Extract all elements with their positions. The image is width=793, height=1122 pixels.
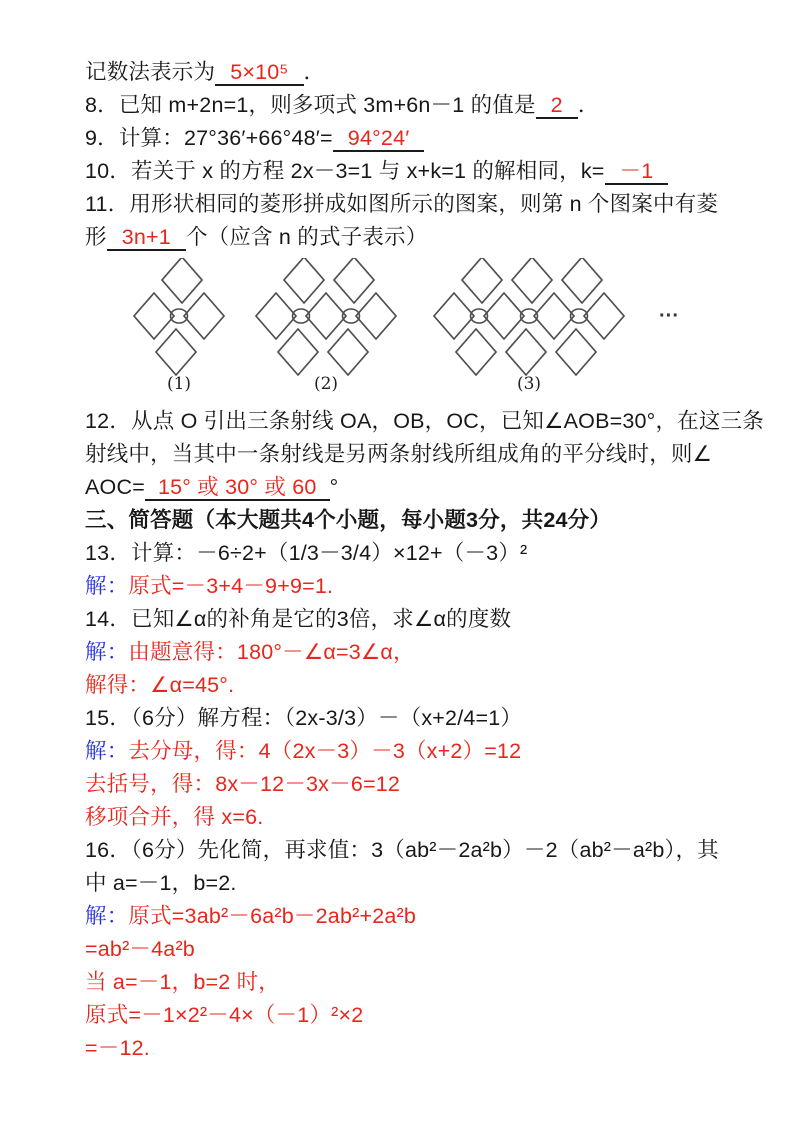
question-14-line: 14．已知∠α的补角是它的3倍，求∠α的度数 <box>85 607 512 631</box>
q14-solution-text-2: 解得：∠α=45°. <box>85 673 235 697</box>
q8-tail-text: ． <box>577 93 600 117</box>
rhombus-shape <box>484 293 524 339</box>
question-7-answer-line <box>85 56 743 89</box>
rhombus-shape <box>256 293 296 339</box>
question-12-line-3 <box>85 471 743 504</box>
rhombus-shape <box>278 329 318 375</box>
question-16-line-1: 16．（6分）先化简，再求值：3（ab²－2a²b）－2（ab²－a²b），其 <box>85 838 719 862</box>
q15-solution-text-2: 去括号，得：8x－12－3x－6=12 <box>85 772 401 796</box>
q9-answer-blank: 94°24′ <box>333 126 425 152</box>
rhombus-shape <box>134 293 174 339</box>
rhombus-shape <box>556 329 596 375</box>
rhombus-shape <box>434 293 474 339</box>
q14-solution-label: 解： <box>85 640 129 664</box>
question-15-solution-line-1 <box>85 735 743 768</box>
question-15-solution-line-2 <box>85 768 743 801</box>
rhombus-figure-svg <box>101 258 693 394</box>
figure-ellipsis: ··· <box>659 305 679 327</box>
rhombus-shape <box>328 329 368 375</box>
q7-pre-text: 记数法表示为 <box>85 60 216 84</box>
rhombus-shape <box>456 329 496 375</box>
q11-answer-blank: 3n+1 <box>107 225 186 251</box>
question-12-line-1: 12．从点 O 引出三条射线 OA，OB，OC，已知∠AOB=30°，在这三条 <box>85 409 764 433</box>
q16-solution-text-3: 当 a=－1，b=2 时， <box>85 970 280 994</box>
rhombus-shape <box>284 258 324 303</box>
question-11-line-1: 11．用形状相同的菱形拼成如图所示的图案，则第 n 个图案中有菱 <box>85 192 719 216</box>
q12-tail-text: ° <box>329 475 339 499</box>
rhombus-shape <box>356 293 396 339</box>
q11-tail-text: 个（应含 n 的式子表示） <box>185 225 428 249</box>
q12-pre-text: AOC= <box>85 475 145 499</box>
q13-solution-label: 解： <box>85 574 129 598</box>
q9-pre-text: 9．计算：27°36′+66°48′= <box>85 126 333 150</box>
figure-index-label: (2) <box>313 374 339 394</box>
q10-answer-blank: －1 <box>605 159 669 185</box>
question-16-solution-line-2 <box>85 933 743 966</box>
q8-pre-text: 8．已知 m+2n=1，则多项式 3m+6n－1 的值是 <box>85 93 536 117</box>
rhombus-pattern-figure <box>101 258 743 399</box>
section-3-title: 三、简答题（本大题共4个小题，每小题3分，共24分） <box>85 508 612 532</box>
q16-solution-text-2: =ab²－4a²b <box>85 937 195 961</box>
q8-answer-blank: 2 <box>536 93 578 119</box>
rhombus-shape <box>506 329 546 375</box>
q15-solution-label: 解： <box>85 739 129 763</box>
rhombus-shape <box>162 258 202 303</box>
question-15-line: 15．（6分）解方程：（2x-3/3）－（x+2/4=1） <box>85 706 523 730</box>
q15-solution-text-1: 去分母，得：4（2x－3）－3（x+2）=12 <box>128 739 522 763</box>
question-16-solution-line-3 <box>85 966 743 999</box>
question-12-line-2: 射线中，当其中一条射线是另两条射线所组成角的平分线时，则∠ <box>85 442 713 466</box>
rhombus-shape <box>334 258 374 303</box>
question-16-solution-line-4 <box>85 999 743 1032</box>
q14-solution-text-1: 由题意得：180°－∠α=3∠α， <box>128 640 415 664</box>
rhombus-shape <box>462 258 502 303</box>
rhombus-shape <box>306 293 346 339</box>
rhombus-shape <box>584 293 624 339</box>
q16-solution-text-4: 原式=－1×2²－4×（－1）²×2 <box>85 1003 364 1027</box>
figure-index-label: (1) <box>166 374 192 394</box>
question-15-solution-line-3 <box>85 801 743 834</box>
rhombus-shape <box>534 293 574 339</box>
figure-index-label: (3) <box>516 374 542 394</box>
q7-answer-blank: 5×10⁵ <box>215 60 303 86</box>
q10-pre-text: 10．若关于 x 的方程 2x－3=1 与 x+k=1 的解相同，k= <box>85 159 605 183</box>
question-8-line <box>85 89 743 122</box>
question-14-solution-line-1 <box>85 636 743 669</box>
question-9-line <box>85 122 743 155</box>
q15-solution-text-3: 移项合并，得 x=6. <box>85 805 264 829</box>
question-16-line-2: 中 a=－1，b=2. <box>85 871 237 895</box>
q16-solution-label: 解： <box>85 904 129 928</box>
q12-answer-blank: 15° 或 30° 或 60 <box>145 475 330 501</box>
q7-tail-text: ． <box>303 60 326 84</box>
q11-pre-text: 形 <box>85 225 107 249</box>
question-16-solution-line-5 <box>85 1032 743 1065</box>
rhombus-shape <box>562 258 602 303</box>
q16-solution-text-1: 原式=3ab²－6a²b－2ab²+2a²b <box>128 904 417 928</box>
q13-solution-text: 原式=－3+4－9+9=1. <box>128 574 334 598</box>
question-14-solution-line-2 <box>85 669 743 702</box>
question-16-solution-line-1 <box>85 900 743 933</box>
question-13-line: 13．计算：－6÷2+（1/3－3/4）×12+（－3）² <box>85 541 528 565</box>
q16-solution-text-5: =－12. <box>85 1036 150 1060</box>
question-11-line-2 <box>85 221 743 254</box>
question-13-solution-line <box>85 570 743 603</box>
rhombus-shape <box>184 293 224 339</box>
rhombus-shape <box>156 329 196 375</box>
rhombus-shape <box>512 258 552 303</box>
question-10-line <box>85 155 743 188</box>
